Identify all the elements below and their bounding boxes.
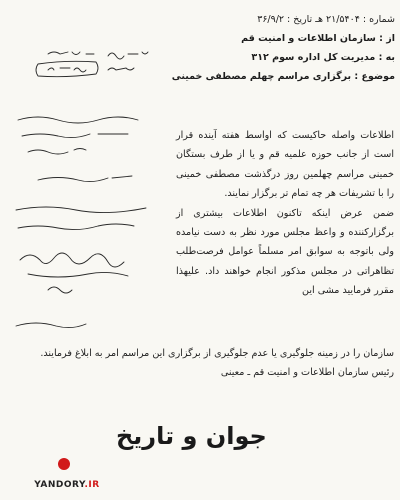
to-line: به : مدیریت کل اداره سوم ۳۱۲ [251,52,395,63]
body-wide-line: سازمان را در زمینه جلوگیری یا عدم جلوگیری از برگزاری این مراسم امر به ابلاغ فرمایند. [40,348,394,359]
from-line: از : سازمان اطلاعات و امنیت قم [241,33,395,44]
watermark-caption [12,480,122,490]
signature-line: رئیس سازمان اطلاعات و امنیت قم ـ معینی [220,367,394,379]
watermark-caption-main: YANDORY [34,480,85,490]
body-paragraph-1: اطلاعات واصله حاکیست که اواسط هفته آینده قرار است از جانب حوزه علمیه قم و یا از طرف بستگان خمینی مراسم چهلمین روز درگذشت مصطفی خمینی را با تشریفات هر چه تمام تر برگزار نمایند. [176,130,394,200]
subject-line: موضوع : برگزاری مراسم چهلم مصطفی خمینی [171,71,395,82]
letter-body [176,126,394,301]
letter-closing [30,344,394,383]
logo-red-dot [58,458,70,470]
body-paragraph-2: ضمن عرض اینکه تاکنون اطلاعات بیشتری از برگزارکننده و واعظ مجلس مورد نظر به دست نیامده ولی باتوجه به سوابق امر مسلماً عوامل فرصت‌طلب تظاهراتی در مجلس مذکور انجام خواهند داد. علیهذا مقرر فرمایید مشی این [176,207,394,297]
handwritten-notes [8,40,158,360]
logo-graphic [12,418,267,480]
logo-text: جوان و تاریخ [116,422,267,450]
watermark-caption-suffix: .IR [84,480,100,490]
number-date-line: شماره : ۲۱/۵۴۰۴ هـ تاریخ : ۳۶/۹/۲ [257,14,395,25]
letter-header [171,10,395,86]
